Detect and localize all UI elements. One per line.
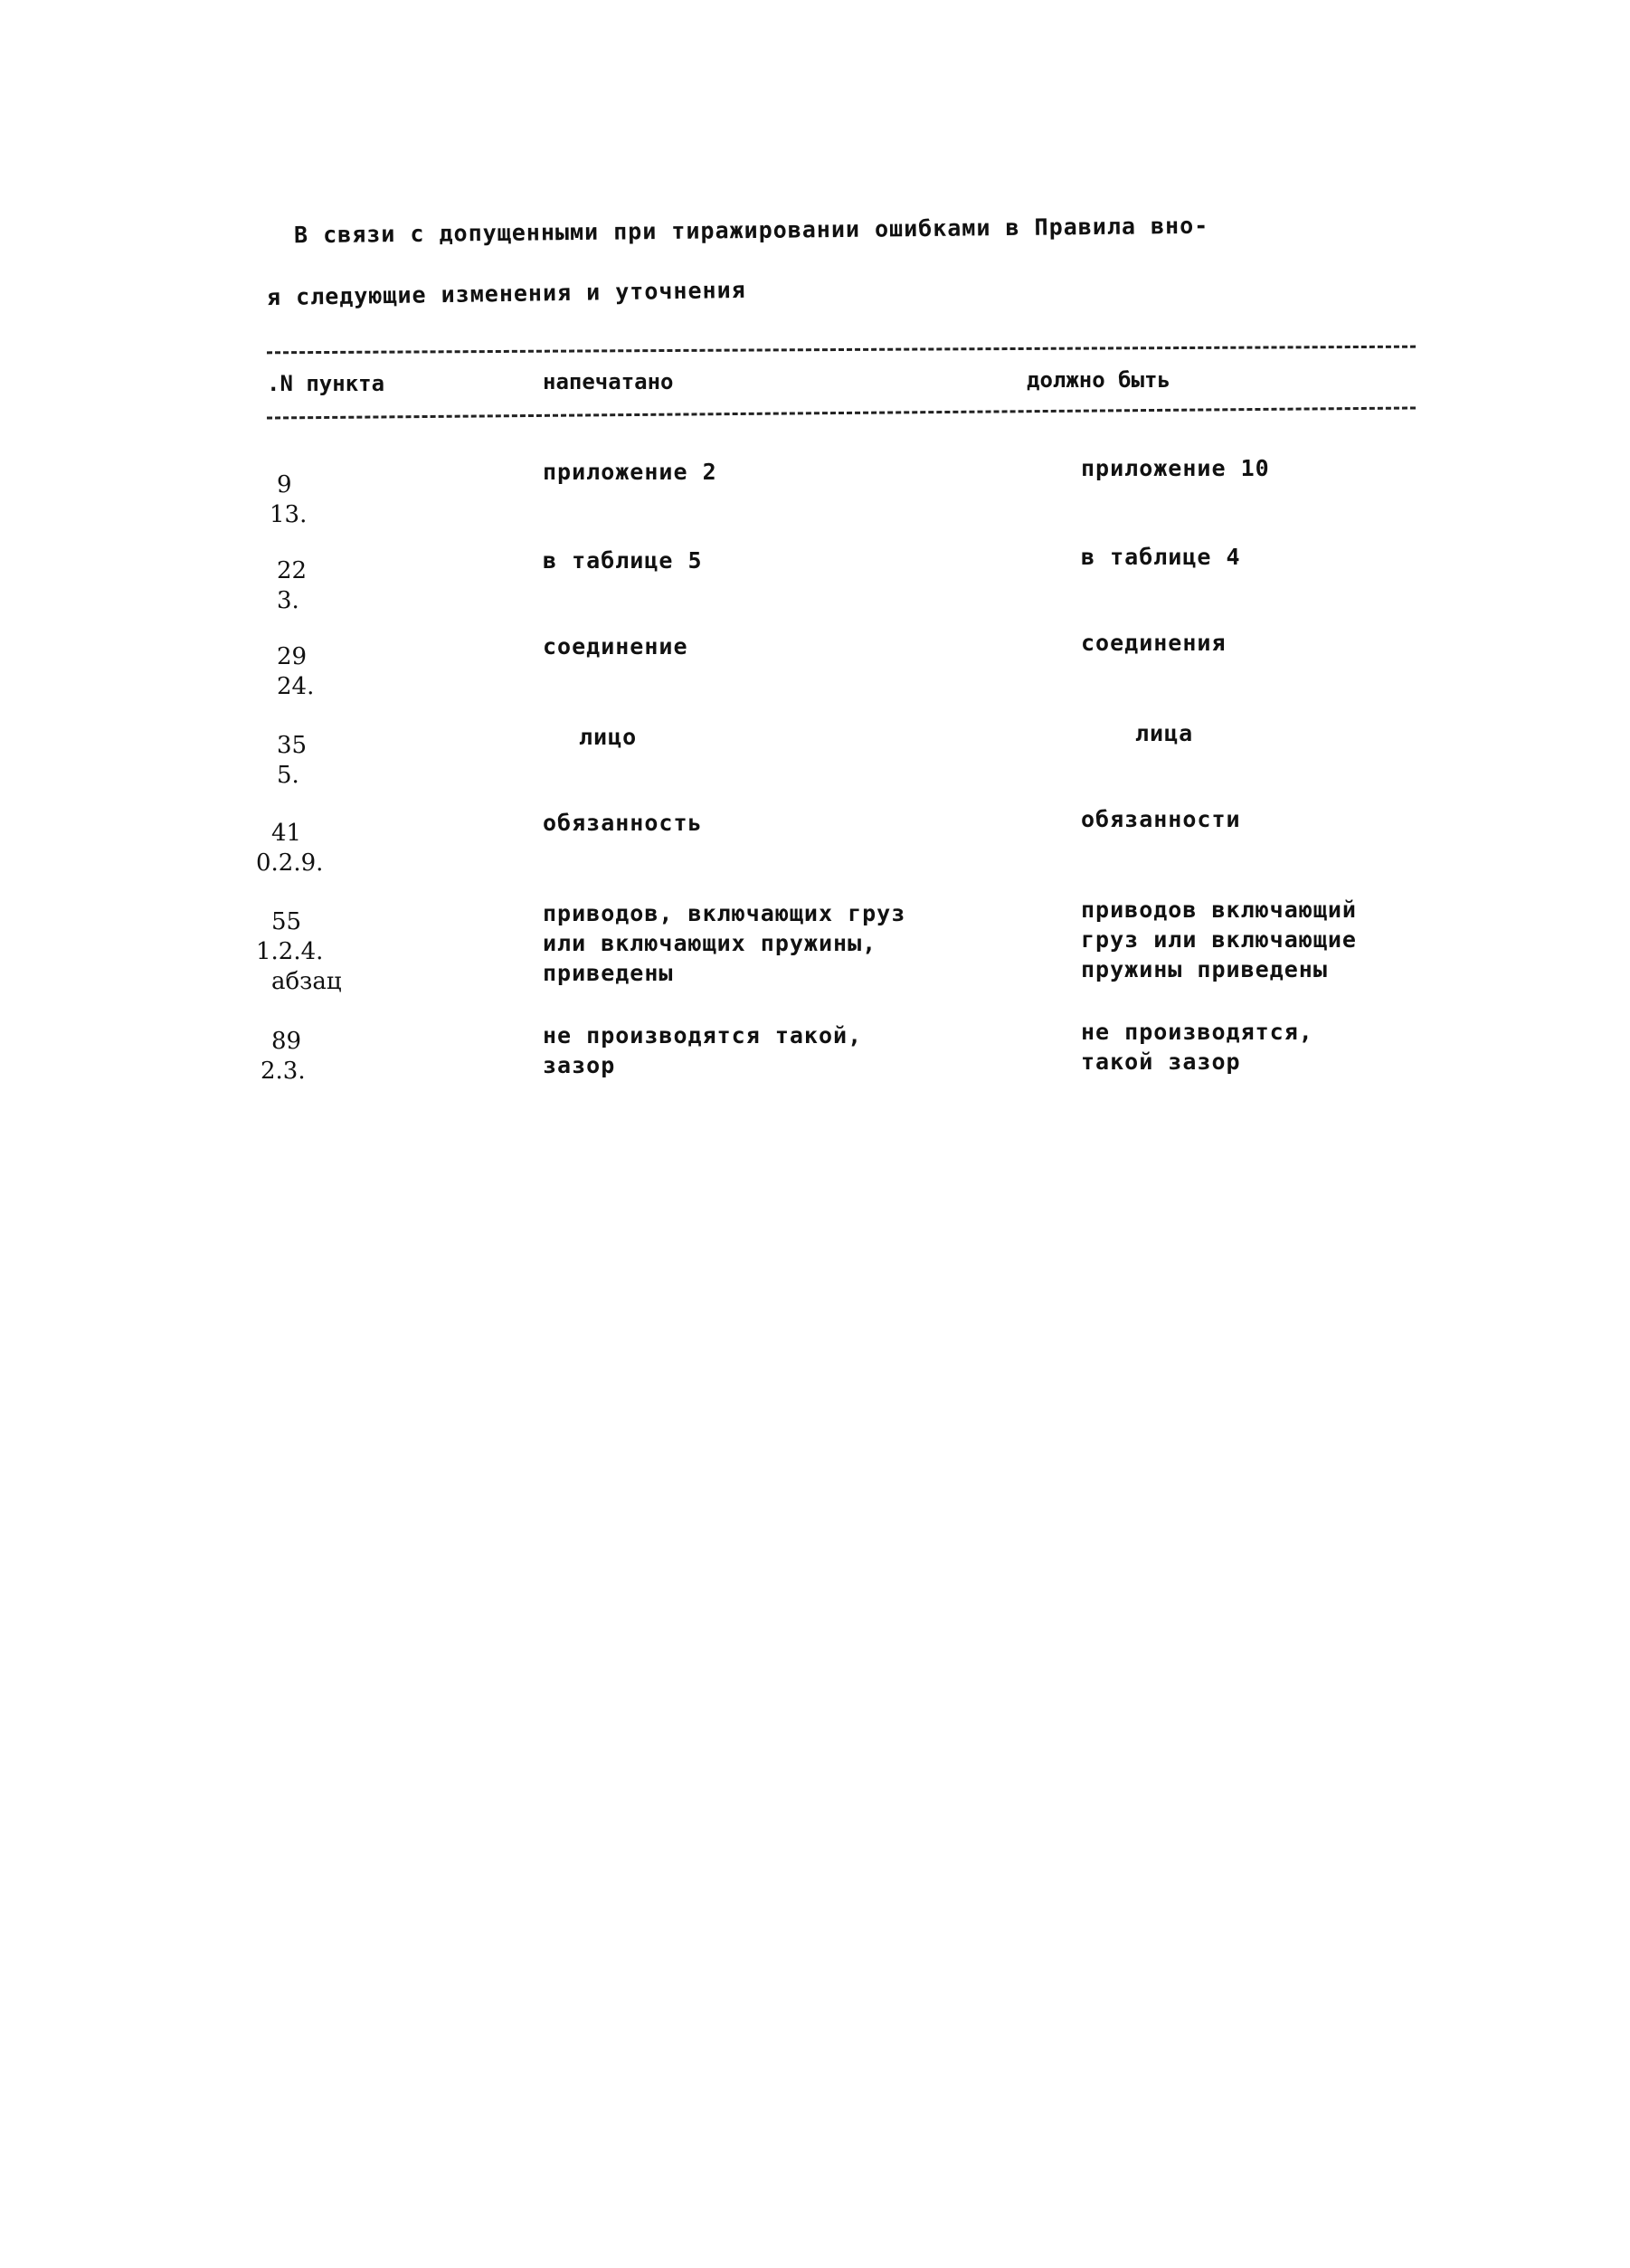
row-1-printed-line-1: приложение 2 (543, 459, 717, 485)
row-3-num-line-1: 29 (277, 643, 308, 670)
row-5-item-number (256, 819, 323, 878)
row-5-printed (543, 808, 703, 838)
row-4-should-be (1135, 718, 1193, 748)
row-2-should-be (1081, 542, 1241, 572)
row-2-num-line-1: 22 (277, 557, 308, 584)
row-5-num-line-2: 0.2.9. (256, 849, 324, 877)
row-3-should-be (1081, 628, 1227, 658)
row-4-num-line-1: 35 (277, 732, 308, 759)
row-6-printed-line-3: приведены (543, 960, 674, 986)
row-4-should-line-1: лица (1135, 720, 1194, 746)
row-6-should-line-2: груз или включающие (1081, 926, 1357, 953)
row-2-num-line-2: 3. (277, 587, 299, 614)
row-7-num-line-2: 2.3. (261, 1058, 306, 1085)
row-3-printed-line-1: соединение (543, 633, 688, 660)
row-1-should-line-1: приложение 10 (1081, 455, 1270, 481)
row-6-printed (543, 898, 905, 988)
table-header-rule (267, 406, 1416, 419)
row-1-printed (543, 457, 717, 487)
row-5-num-line-1: 41 (271, 820, 302, 847)
row-7-printed-line-1: не производятся такой, (543, 1022, 863, 1049)
row-5-should-line-1: обязанности (1081, 806, 1241, 832)
row-7-printed (543, 1020, 862, 1080)
row-4-printed-line-1: лицо (579, 724, 638, 750)
intro-line-1: В связи с допущенными при тиражировании ошибками в Правила вно- (293, 212, 1209, 249)
row-5-printed-line-1: обязанность (543, 810, 703, 836)
row-4-num-line-2: 5. (277, 762, 299, 789)
row-3-printed (543, 631, 688, 661)
row-7-item-number (261, 1027, 306, 1087)
header-printed: напечатано (543, 369, 674, 394)
row-1-num-line-1: 9 (277, 471, 292, 498)
row-6-num-line-2: 1.2.4. (256, 938, 324, 965)
row-6-should-line-3: пружины приведены (1081, 956, 1328, 982)
row-6-item-number (256, 907, 342, 997)
row-7-num-line-1: 89 (271, 1028, 302, 1055)
row-7-should-line-1: не производятся, (1081, 1019, 1313, 1045)
row-3-num-line-2: 24. (277, 673, 315, 700)
row-2-item-number (270, 556, 307, 616)
row-4-printed (579, 722, 637, 752)
row-6-should-be (1081, 895, 1357, 984)
row-5-should-be (1081, 804, 1241, 834)
row-1-item-number (270, 470, 307, 530)
header-should-be: должно быть (1027, 367, 1170, 393)
row-2-should-line-1: в таблице 4 (1081, 544, 1241, 570)
row-6-printed-line-2: или включающих пружины, (543, 930, 877, 956)
header-item-number: .N пункта (267, 371, 385, 396)
row-4-item-number (270, 731, 307, 791)
row-3-should-line-1: соединения (1081, 630, 1227, 656)
row-2-printed-line-1: в таблице 5 (543, 547, 703, 574)
row-6-should-line-1: приводов включающий (1081, 897, 1357, 923)
intro-line-2: я следующие изменения и уточнения (266, 276, 746, 311)
row-7-should-line-2: такой зазор (1081, 1049, 1241, 1075)
row-6-num-line-3: абзац (271, 968, 342, 995)
row-2-printed (543, 546, 703, 575)
row-6-printed-line-1: приводов, включающих груз (543, 900, 906, 926)
row-3-item-number (270, 642, 314, 702)
row-6-num-line-1: 55 (271, 908, 302, 935)
row-7-should-be (1081, 1017, 1313, 1077)
row-1-should-be (1081, 453, 1270, 483)
table-top-rule (267, 346, 1416, 355)
row-1-num-line-2: 13. (270, 501, 308, 528)
row-7-printed-line-2: зазор (543, 1052, 616, 1078)
